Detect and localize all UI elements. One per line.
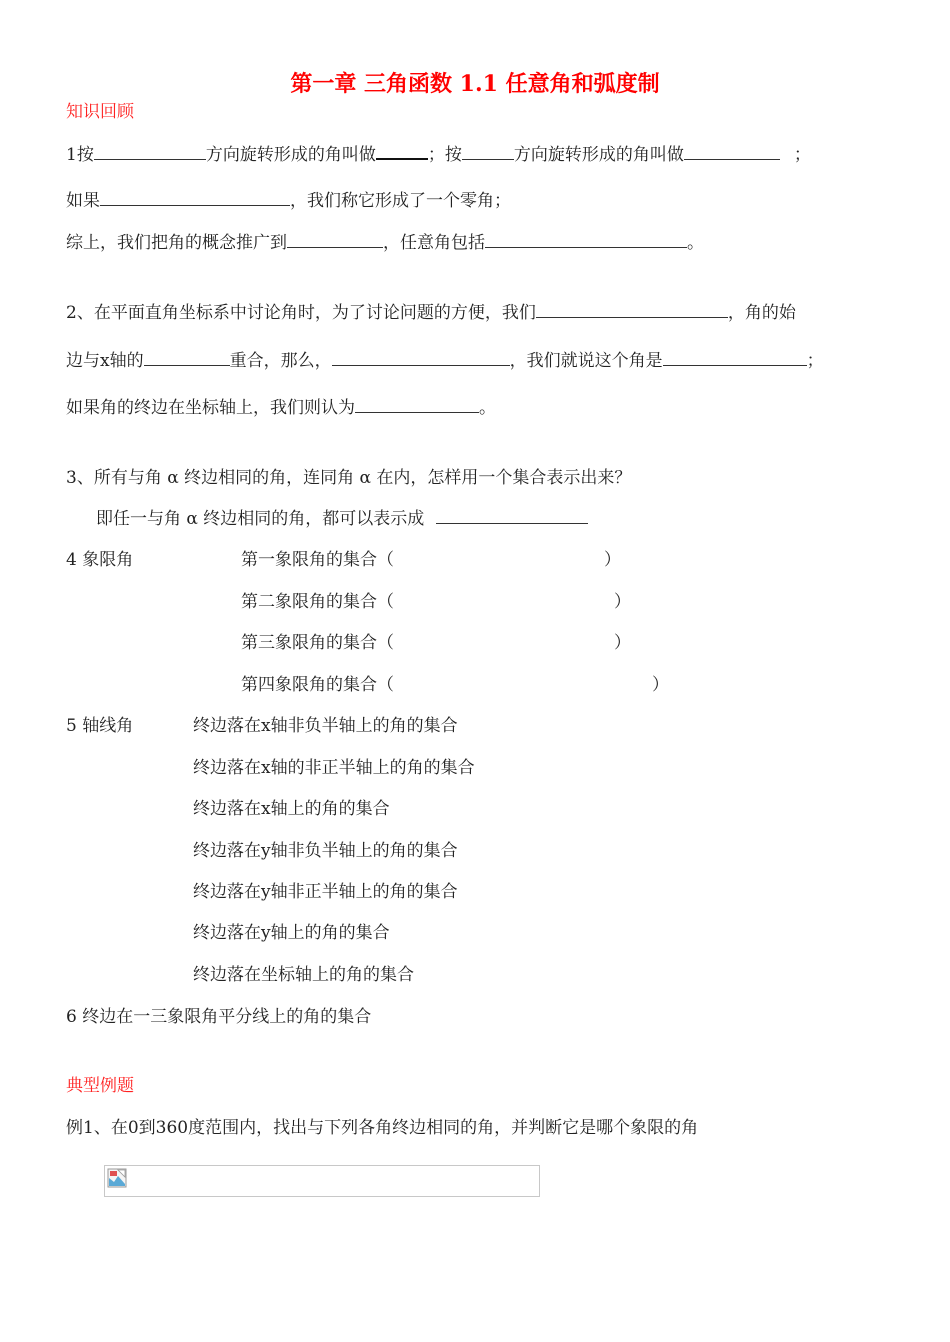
q2-line2 bbox=[66, 350, 824, 372]
q2-text: 2、在平面直角坐标系中讨论角时，为了讨论问题的方便，我们 bbox=[66, 303, 536, 323]
q5-item: 终边落在y轴非正半轴上的角的集合 bbox=[193, 882, 458, 902]
q3-line1: 3、所有与角 α 终边相同的角，连同角 α 在内，怎样用一个集合表示出来？ bbox=[66, 468, 632, 488]
fill-blank[interactable] bbox=[287, 232, 383, 248]
q1-text: 1按 bbox=[66, 145, 94, 165]
q5-label: 5 轴线角 bbox=[66, 716, 134, 736]
q1-line2 bbox=[66, 190, 511, 212]
q1-line3 bbox=[66, 232, 704, 254]
q4-item-close: ） bbox=[614, 592, 631, 612]
section-heading-examples: 典型例题 bbox=[66, 1076, 134, 1096]
fill-blank[interactable] bbox=[332, 350, 510, 366]
section-heading-review: 知识回顾 bbox=[66, 102, 134, 122]
fill-blank[interactable] bbox=[144, 350, 230, 366]
fill-blank[interactable] bbox=[485, 232, 687, 248]
q4-label: 4 象限角 bbox=[66, 550, 134, 570]
q1-text: ，任意角包括 bbox=[383, 233, 485, 253]
q2-text: 。 bbox=[479, 398, 496, 418]
q1-text: ；按 bbox=[427, 145, 462, 165]
q4-item bbox=[241, 674, 669, 696]
q4-item bbox=[241, 591, 631, 613]
q5-item: 终边落在坐标轴上的角的集合 bbox=[193, 965, 414, 985]
fill-blank[interactable] bbox=[684, 144, 780, 160]
q4-item-text: 第四象限角的集合（ bbox=[241, 675, 394, 695]
q2-line3 bbox=[66, 397, 496, 419]
q2-text: ，角的始 bbox=[727, 303, 796, 323]
q4-item bbox=[241, 632, 631, 654]
fill-blank[interactable] bbox=[462, 144, 514, 160]
fill-blank[interactable] bbox=[100, 190, 290, 206]
q4-item-close: ） bbox=[604, 550, 621, 570]
q2-text: 重合，那么， bbox=[229, 351, 332, 371]
q6-line: 6 终边在一三象限角平分线上的角的集合 bbox=[66, 1007, 372, 1027]
fill-blank[interactable] bbox=[376, 143, 428, 160]
q1-text: 如果 bbox=[66, 191, 100, 211]
q2-text: ，我们就说这个角是 bbox=[509, 351, 663, 371]
q2-line1 bbox=[66, 302, 796, 324]
q5-item: 终边落在x轴的非正半轴上的角的集合 bbox=[193, 758, 475, 778]
fill-blank[interactable] bbox=[536, 302, 728, 318]
q2-text: 如果角的终边在坐标轴上，我们则认为 bbox=[66, 398, 355, 418]
q4-item-close: ） bbox=[652, 675, 669, 695]
q5-item: 终边落在x轴上的角的集合 bbox=[193, 799, 390, 819]
q1-text: 综上，我们把角的概念推广到 bbox=[66, 233, 287, 253]
q4-item-close: ） bbox=[614, 633, 631, 653]
q5-item: 终边落在x轴非负半轴上的角的集合 bbox=[193, 716, 458, 736]
q1-text: ，我们称它形成了一个零角； bbox=[290, 191, 511, 211]
q1-line1 bbox=[66, 143, 811, 166]
fill-blank[interactable] bbox=[355, 397, 479, 413]
q5-item: 终边落在y轴上的角的集合 bbox=[193, 923, 390, 943]
fill-blank[interactable] bbox=[663, 350, 807, 366]
q4-item-text: 第三象限角的集合（ bbox=[241, 633, 394, 653]
q1-text: 方向旋转形成的角叫做 bbox=[513, 145, 684, 165]
example-image-placeholder bbox=[104, 1165, 540, 1197]
q3-text: 即任一与角 α 终边相同的角，都可以表示成 bbox=[96, 509, 425, 529]
broken-image-icon bbox=[107, 1168, 127, 1188]
q3-line2 bbox=[96, 508, 588, 530]
q5-item: 终边落在y轴非负半轴上的角的集合 bbox=[193, 841, 458, 861]
fill-blank[interactable] bbox=[94, 144, 206, 160]
q2-text: ； bbox=[806, 351, 824, 371]
q4-item bbox=[241, 549, 621, 571]
q1-text: 。 bbox=[687, 233, 704, 253]
q1-text: 方向旋转形成的角叫做 bbox=[205, 145, 376, 165]
q4-item-text: 第一象限角的集合（ bbox=[241, 550, 394, 570]
q4-item-text: 第二象限角的集合（ bbox=[241, 592, 394, 612]
example1-text: 例1、在0到360度范围内，找出与下列各角终边相同的角，并判断它是哪个象限的角 bbox=[66, 1118, 699, 1138]
q2-text: 边与x轴的 bbox=[66, 351, 144, 371]
q1-text: ； bbox=[793, 145, 811, 165]
page-title: 第一章 三角函数 1.1 任意角和弧度制 bbox=[290, 71, 660, 97]
fill-blank[interactable] bbox=[436, 508, 588, 524]
